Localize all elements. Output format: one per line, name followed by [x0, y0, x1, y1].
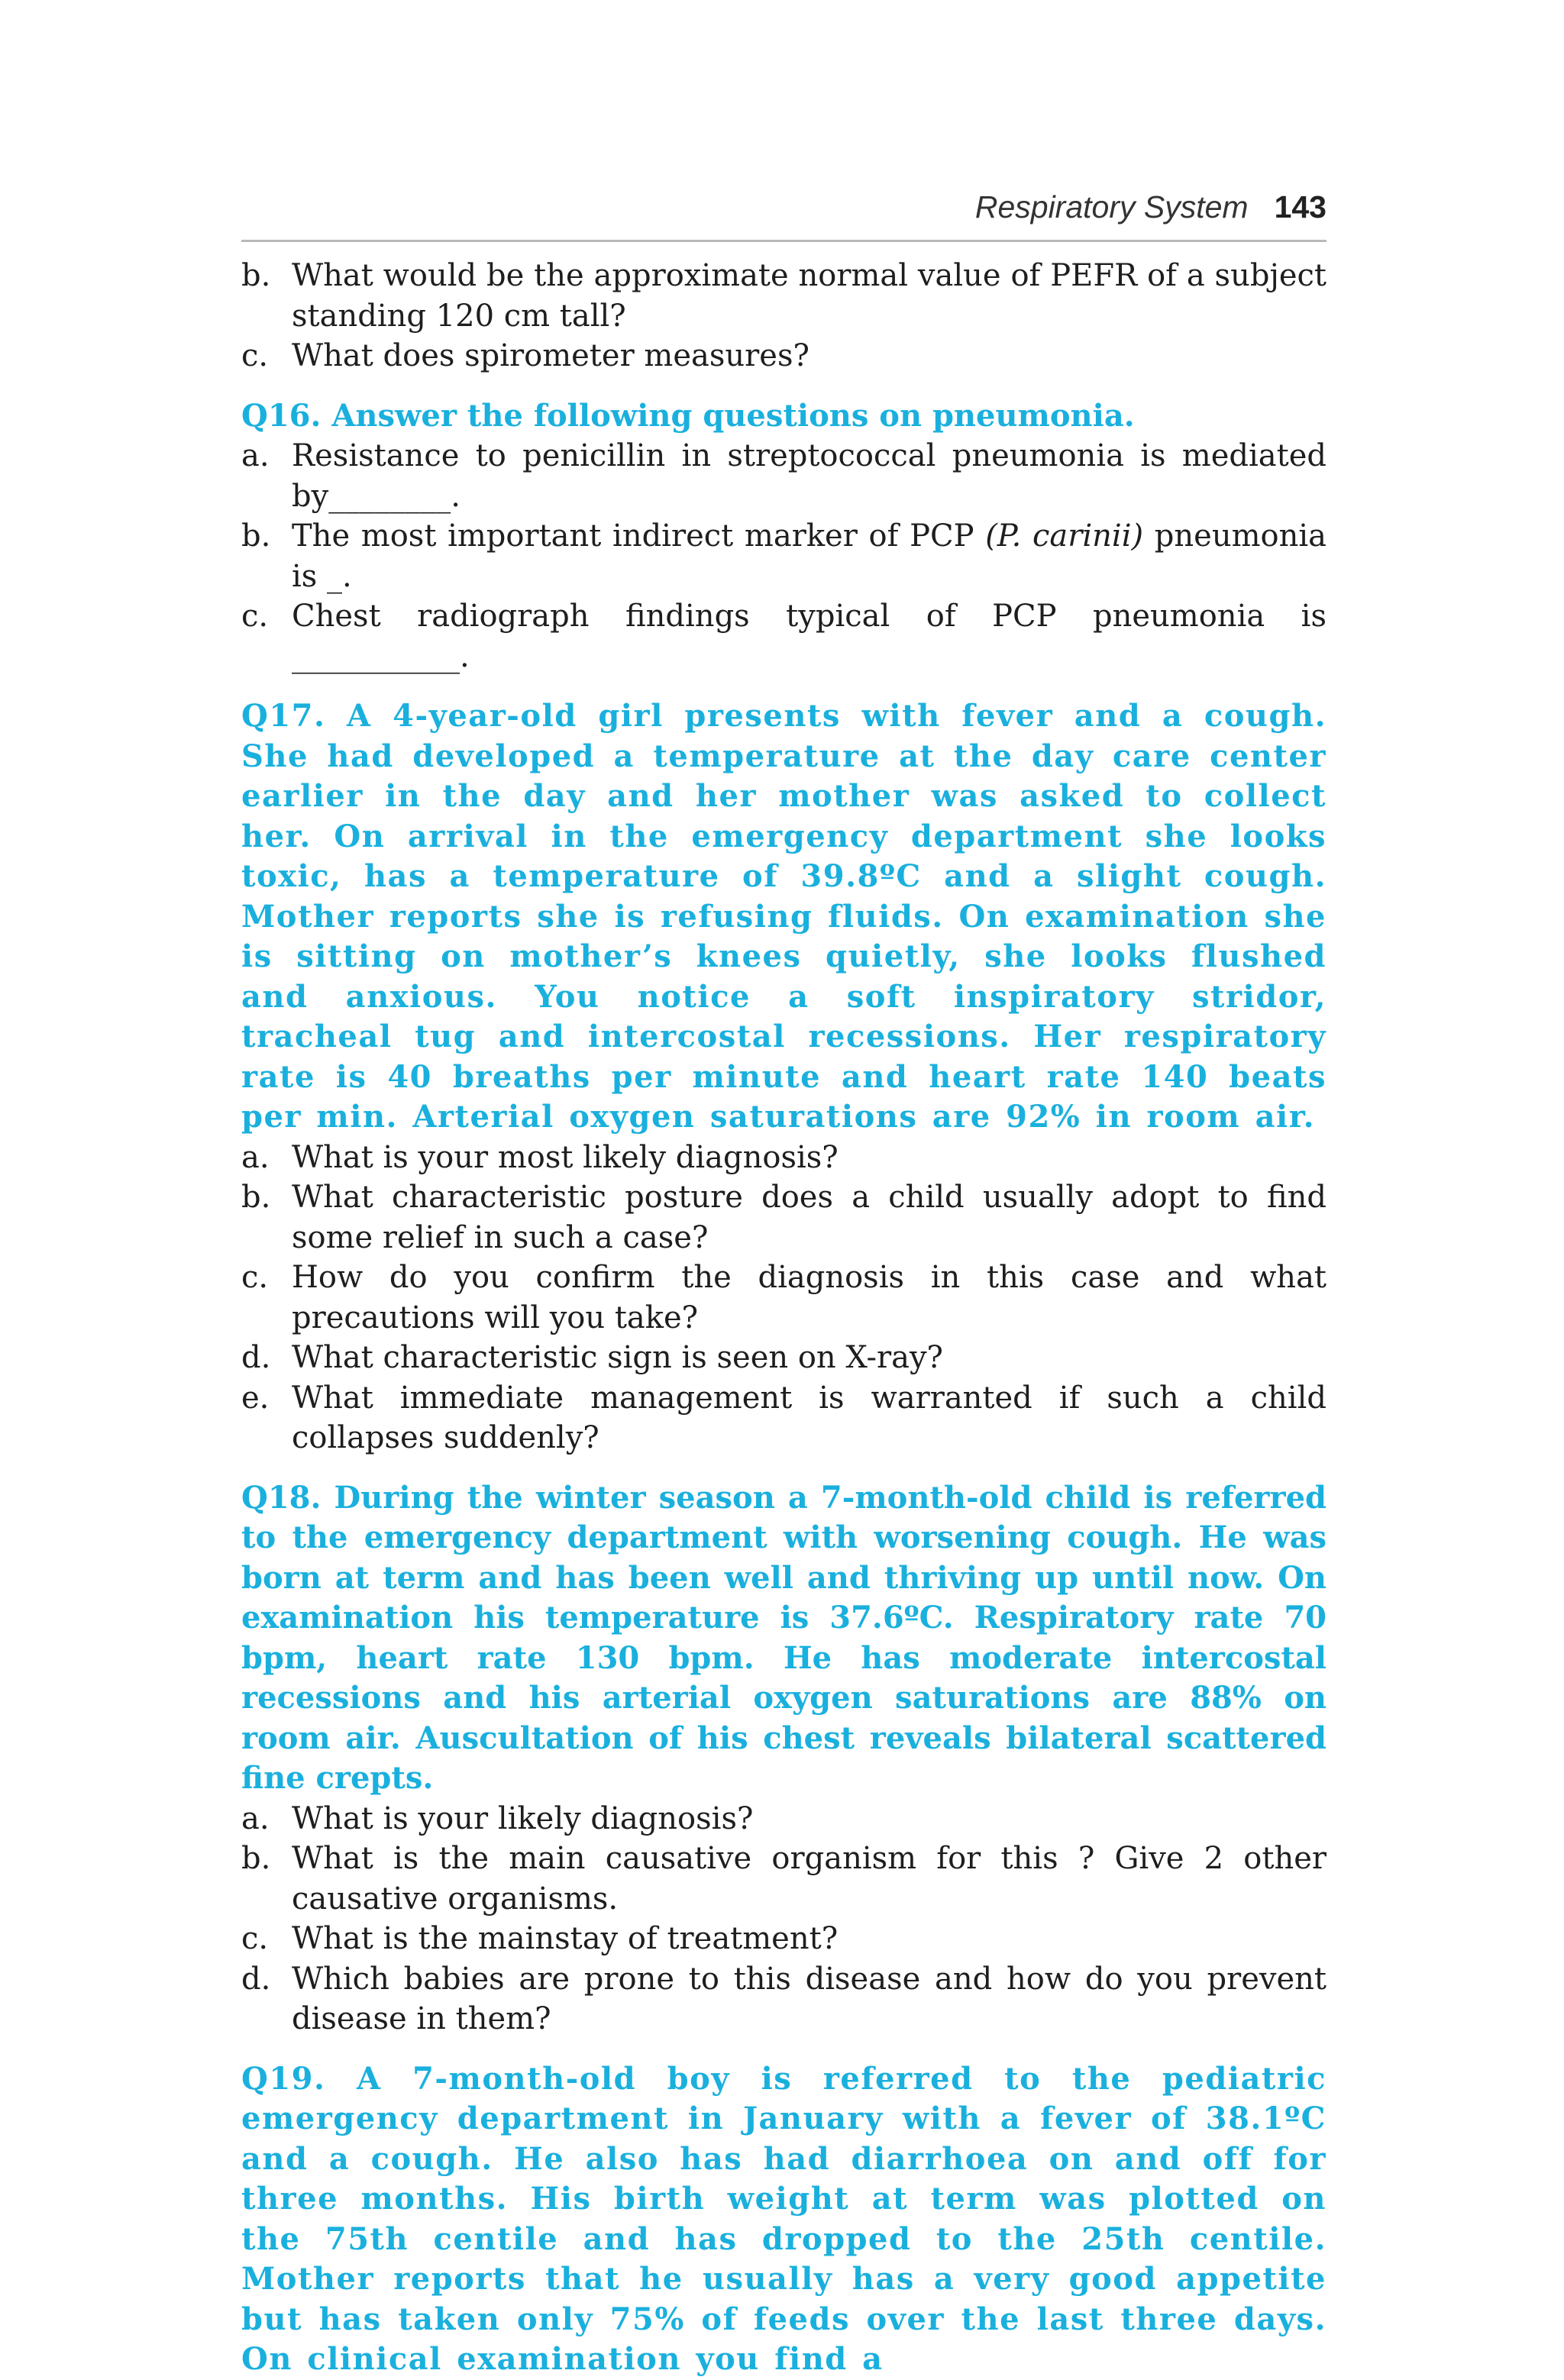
question-stem: Q16. Answer the following questions on pneumonia.: [241, 397, 1135, 434]
question-stem: Q18. During the winter season a 7-month-old child is referred to the emergency department with worsening cough. He was born at term and has been well and thriving up until now. On examination his temperature is 37.6ºC. Respiratory rate 70 bpm, heart rate 130 bpm. He has moderate intercostal recessions and his arterial oxygen saturations are 88% on room air. Auscultation of his chest reveals bilateral scattered fine crepts.: [241, 1479, 1326, 1796]
sub-question: [241, 1338, 1326, 1378]
sub-question-label: e.: [241, 1380, 270, 1416]
sub-question: [241, 436, 1326, 516]
sub-question: [241, 256, 1326, 336]
sub-question-text: [292, 516, 1326, 596]
sub-question-text-part: The most important indirect marker of PCP: [292, 518, 986, 554]
sub-question-text: [292, 1258, 1326, 1338]
sub-question-text-part: What is the main causative organism for this ? Give 2 other causative organisms.: [292, 1841, 1326, 1917]
sub-question: [241, 1138, 1326, 1178]
sub-question-text: [292, 1338, 1326, 1378]
sub-question-label: c.: [241, 599, 269, 634]
sub-question-text: [292, 596, 1326, 677]
sub-question: [241, 1378, 1326, 1458]
sub-question-label: a.: [241, 438, 270, 473]
sub-question-text: [292, 256, 1326, 336]
sub-question-label: d.: [241, 1340, 271, 1375]
sub-question-text-part: What is your likely diagnosis?: [292, 1800, 754, 1836]
sub-question-label: c.: [241, 1260, 269, 1295]
sub-question-text: [292, 1799, 1326, 1839]
sub-question: [241, 336, 1326, 376]
section-title: Respiratory System: [974, 189, 1249, 224]
sub-question-text-part: What does spirometer measures?: [292, 338, 809, 373]
sub-question-text-part: What immediate management is warranted if such a child collapses suddenly?: [292, 1380, 1326, 1455]
sub-question-label: a.: [241, 1139, 270, 1175]
sub-question: [241, 596, 1326, 677]
sub-question-label: b.: [241, 258, 271, 293]
sub-question: [241, 516, 1326, 596]
sub-question-text: [292, 1919, 1326, 1959]
sub-question-text-part: What characteristic sign is seen on X-ray?: [292, 1340, 943, 1375]
italic-term: (P. carinii): [985, 518, 1144, 554]
sub-question-text-part: pneumonia is _.: [292, 518, 1326, 594]
sub-question-label: b.: [241, 1180, 271, 1215]
sub-question-text-part: Which babies are prone to this disease and how do you prevent disease in them?: [292, 1961, 1326, 2036]
running-header: [241, 189, 1326, 242]
sub-question: [241, 1799, 1326, 1839]
sub-question-text: [292, 336, 1326, 376]
sub-question-text: [292, 1839, 1326, 1919]
book-page: [241, 189, 1326, 2380]
sub-question-text-part: What would be the approximate normal value of PEFR of a subject standing 120 cm tall?: [292, 258, 1326, 334]
sub-question: [241, 1959, 1326, 2039]
sub-question-label: a.: [241, 1800, 270, 1836]
sub-question-text-part: Resistance to penicillin in streptococcal pneumonia is mediated by________.: [292, 438, 1326, 514]
sub-question-text-part: What is the mainstay of treatment?: [292, 1921, 839, 1956]
sub-question-label: b.: [241, 518, 271, 554]
sub-question-text-part: Chest radiograph findings typical of PCP pneumonia is ___________.: [292, 599, 1326, 674]
question-stem: Q17. A 4-year-old girl presents with fever and a cough. She had developed a temperature at the day care center earlier in the day and her mother was asked to collect her. On arrival in the emergency department she looks toxic, has a temperature of 39.8ºC and a slight cough. Mother reports she is refusing fluids. On examination she is sitting on mother’s knees quietly, she looks flushed and anxious. You notice a soft inspiratory stridor, tracheal tug and intercostal recessions. Her respiratory rate is 40 breaths per minute and heart rate 140 beats per min. Arterial oxygen saturations are 92% in room air.: [241, 698, 1326, 1135]
sub-question-label: c.: [241, 338, 269, 373]
sub-question-label: b.: [241, 1841, 271, 1876]
page-number: 143: [1274, 189, 1326, 224]
sub-question-label: d.: [241, 1961, 271, 1997]
sub-question-text: [292, 1378, 1326, 1458]
page-content: [241, 256, 1326, 2380]
sub-question-text: [292, 436, 1326, 516]
question-stem: Q19. A 7-month-old boy is referred to the pediatric emergency department in January with a fever of 38.1ºC and a cough. He also has had diarrhoea on and off for three months. His birth weight at term was plotted on the 75th centile and has dropped to the 25th centile. Mother reports that he usually has a very good appetite but has taken only 75% of feeds over the last three days. On clinical examination you find a: [241, 2060, 1326, 2377]
sub-question-text: [292, 1959, 1326, 2039]
sub-question-text: [292, 1138, 1326, 1178]
sub-question-text: [292, 1177, 1326, 1258]
sub-question-text-part: What is your most likely diagnosis?: [292, 1139, 839, 1175]
sub-question-label: c.: [241, 1921, 269, 1956]
sub-question: [241, 1919, 1326, 1959]
sub-question-text-part: What characteristic posture does a child usually adopt to find some relief in such a case?: [292, 1180, 1326, 1255]
sub-question: [241, 1177, 1326, 1258]
sub-question-text-part: How do you confirm the diagnosis in this case and what precautions will you take?: [292, 1260, 1326, 1335]
sub-question: [241, 1258, 1326, 1338]
sub-question: [241, 1839, 1326, 1919]
